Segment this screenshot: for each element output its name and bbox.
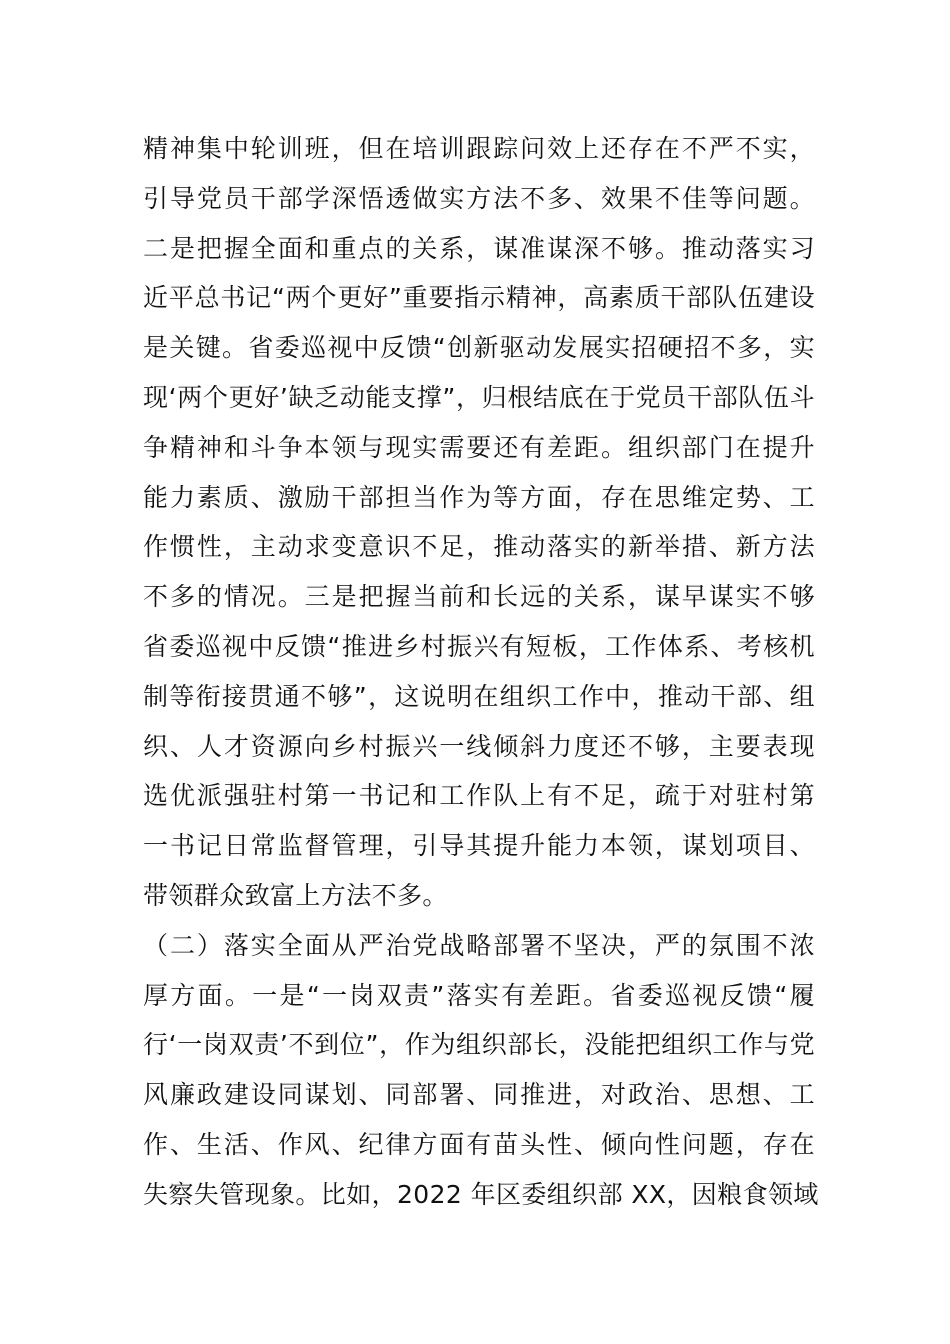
- text-line-7: 争精神和斗争本领与现实需要还有差距。组织部门在提升: [143, 432, 815, 462]
- body-text: [143, 124, 819, 1220]
- text-line-16: 带领群众致富上方法不多。: [143, 880, 448, 910]
- text-line-18: 厚方面。一是“一岗双责”落实有差距。省委巡视反馈“履: [143, 980, 815, 1010]
- text-line-2: 引导党员干部学深悟透做实方法不多、效果不佳等问题。: [143, 183, 815, 213]
- text-line-3: 二是把握全面和重点的关系，谋准谋深不够。推动落实习: [143, 233, 815, 263]
- text-line-20: 风廉政建设同谋划、同部署、同推进，对政治、思想、工: [143, 1080, 815, 1110]
- text-line-22: 失察失管现象。比如，2022 年区委组织部 XX，因粮食领域: [143, 1179, 819, 1209]
- text-line-12: 制等衔接贯通不够”，这说明在组织工作中，推动干部、组: [143, 681, 815, 711]
- text-line-15: 一书记日常监督管理，引导其提升能力本领，谋划项目、: [143, 831, 815, 861]
- text-line-17: （二）落实全面从严治党战略部署不坚决，严的氛围不浓: [143, 930, 815, 960]
- text-line-21: 作、生活、作风、纪律方面有苗头性、倾向性问题，存在: [143, 1129, 815, 1159]
- text-line-13: 织、人才资源向乡村振兴一线倾斜力度还不够，主要表现: [143, 731, 815, 761]
- text-line-8: 能力素质、激励干部担当作为等方面，存在思维定势、工: [143, 482, 815, 512]
- text-line-19: 行‘一岗双责’不到位”，作为组织部长，没能把组织工作与党: [143, 1030, 815, 1060]
- text-line-1: 精神集中轮训班，但在培训跟踪问效上还存在不严不实，: [143, 134, 815, 163]
- text-line-10: 不多的情况。三是把握当前和长远的关系，谋早谋实不够: [143, 582, 815, 612]
- text-line-11: 省委巡视中反馈“推进乡村振兴有短板，工作体系、考核机: [143, 631, 815, 661]
- text-line-4: 近平总书记“两个更好”重要指示精神，高素质干部队伍建设: [143, 283, 815, 313]
- text-line-6: 现‘两个更好’缺乏动能支撑”，归根结底在于党员干部队伍斗: [143, 382, 815, 412]
- text-line-9: 作惯性，主动求变意识不足，推动落实的新举措、新方法: [143, 532, 815, 562]
- text-line-14: 选优派强驻村第一书记和工作队上有不足，疏于对驻村第: [143, 781, 815, 811]
- text-line-5: 是关键。省委巡视中反馈“创新驱动发展实招硬招不多，实: [143, 333, 815, 363]
